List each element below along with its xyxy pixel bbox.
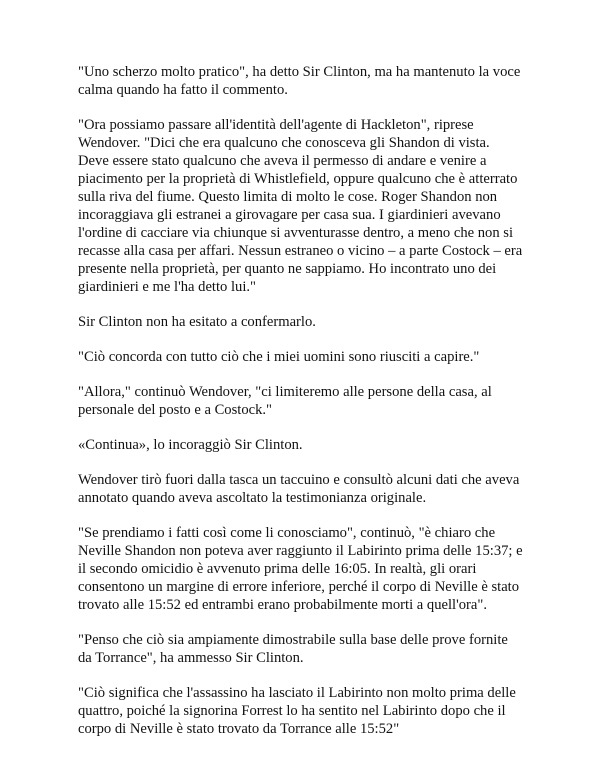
paragraph — [78, 383, 530, 419]
text-line: quattro, poiché la signorina Forrest lo ha sentito nel Labirinto dopo che il — [78, 703, 506, 719]
text-line: Wendover. "Dici che era qualcuno che conosceva gli Shandon di vista. — [78, 135, 490, 151]
paragraph — [78, 524, 530, 614]
text-line: annotato quando aveva ascoltato la testimonianza originale. — [78, 490, 427, 506]
text-line: Neville Shandon non poteva aver raggiunto il Labirinto prima delle 15:37; e — [78, 543, 523, 559]
text-line: sulla riva del fiume. Questo limita di molto le cose. Roger Shandon non — [78, 189, 498, 205]
text-line: corpo di Neville è stato trovato da Torrance alle 15:52" — [78, 721, 400, 737]
text-line: "Ciò concorda con tutto ciò che i miei uomini sono riusciti a capire." — [78, 349, 480, 365]
paragraph — [78, 684, 530, 738]
text-line: Wendover tirò fuori dalla tasca un taccuino e consultò alcuni dati che aveva — [78, 472, 520, 488]
text-line: "Se prendiamo i fatti così come li conosciamo", continuò, "è chiaro che — [78, 525, 496, 541]
paragraph — [78, 631, 530, 667]
text-line: l'ordine di cacciare via chiunque si avventurasse dentro, a meno che non si — [78, 225, 514, 241]
text-line: il secondo omicidio è avvenuto prima delle 16:05. In realtà, gli orari — [78, 561, 477, 577]
text-line: Deve essere stato qualcuno che aveva il permesso di andare e venire a — [78, 153, 487, 169]
paragraph — [78, 313, 530, 331]
text-line: Sir Clinton non ha esitato a confermarlo. — [78, 314, 316, 330]
text-line: calma quando ha fatto il commento. — [78, 82, 288, 98]
document-body — [78, 63, 530, 755]
paragraph — [78, 471, 530, 507]
text-line: incoraggiava gli estranei a girovagare per casa sua. I giardinieri avevano — [78, 207, 501, 223]
text-line: "Uno scherzo molto pratico", ha detto Sir Clinton, ma ha mantenuto la voce — [78, 64, 521, 80]
paragraph — [78, 116, 530, 296]
text-line: recasse alla casa per affari. Nessun estraneo o vicino – a parte Costock – era — [78, 243, 523, 259]
text-line: «Continua», lo incoraggiò Sir Clinton. — [78, 437, 303, 453]
text-line: "Allora," continuò Wendover, "ci limiteremo alle persone della casa, al — [78, 384, 492, 400]
paragraph — [78, 348, 530, 366]
text-line: personale del posto e a Costock." — [78, 402, 273, 418]
paragraph — [78, 63, 530, 99]
text-line: "Ora possiamo passare all'identità dell'agente di Hackleton", riprese — [78, 117, 474, 133]
paragraph — [78, 436, 530, 454]
text-line: piacimento per la proprietà di Whistlefield, oppure qualcuno che è atterrato — [78, 171, 518, 187]
text-line: trovato alle 15:52 ed entrambi erano probabilmente morti a quell'ora". — [78, 597, 487, 613]
text-line: "Ciò significa che l'assassino ha lasciato il Labirinto non molto prima delle — [78, 685, 516, 701]
text-line: "Penso che ciò sia ampiamente dimostrabile sulla base delle prove fornite — [78, 632, 508, 648]
text-line: presente nella proprietà, per quanto ne sappiamo. Ho incontrato uno dei — [78, 261, 497, 277]
text-line: da Torrance", ha ammesso Sir Clinton. — [78, 650, 304, 666]
text-line: consentono un margine di errore inferiore, perché il corpo di Neville è stato — [78, 579, 520, 595]
text-line: giardinieri e me l'ha detto lui." — [78, 279, 256, 295]
